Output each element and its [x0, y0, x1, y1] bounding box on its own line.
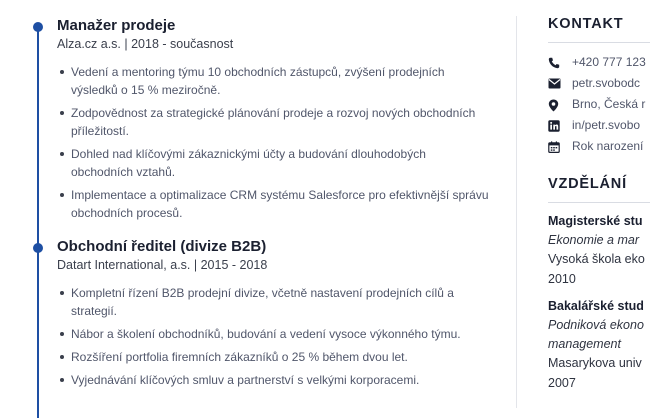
job-company-dates: Alza.cz a.s. | 2018 - současnost	[57, 37, 234, 51]
contact-linkedin-text: in/petr.svobo	[572, 118, 641, 132]
education-section	[548, 176, 650, 390]
map-pin-icon	[548, 99, 559, 112]
contact-phone-text: +420 777 123	[572, 55, 646, 69]
education-school: Masarykova univ	[548, 356, 642, 370]
contact-email-text: petr.svobodc	[572, 76, 641, 90]
job-bullet: Nábor a školení obchodníků, budování a vedení vysoce výkonného týmu.	[71, 325, 491, 343]
job-title: Manažer prodeje	[57, 17, 176, 34]
timeline-dot	[33, 243, 43, 253]
contact-heading: KONTAKT	[548, 16, 624, 32]
job-bullet: Implementace a optimalizace CRM systému Salesforce pro efektivnější správu obchodních procesů.	[71, 186, 491, 222]
job-bullets	[71, 284, 491, 394]
job-bullet: Rozšíření portfolia firemních zákazníků o 25 % během dvou let.	[71, 348, 491, 366]
job-bullet: Vedení a mentoring týmu 10 obchodních zástupců, zvýšení prodejních výsledků o 15 % meziročně.	[71, 63, 491, 99]
timeline-line	[37, 28, 39, 418]
contact-location-text: Brno, Česká r	[572, 97, 646, 111]
timeline-dot	[33, 22, 43, 32]
job-title: Obchodní ředitel (divize B2B)	[57, 238, 267, 255]
column-divider	[516, 16, 517, 408]
job-company-dates: Datart International, a.s. | 2015 - 2018	[57, 258, 268, 272]
education-year: 2010	[548, 272, 576, 286]
education-field-continued: management	[548, 337, 621, 351]
linkedin-icon	[548, 120, 560, 132]
education-heading: VZDĚLÁNÍ	[548, 176, 627, 192]
contact-birthday-text: Rok narození	[572, 139, 644, 153]
job-bullet: Zodpovědnost za strategické plánování prodeje a rozvoj nových obchodních příležitostí.	[71, 104, 491, 140]
education-school: Vysoká škola eko	[548, 252, 645, 266]
education-degree: Magisterské stu	[548, 214, 643, 228]
phone-icon	[548, 57, 560, 69]
education-year: 2007	[548, 376, 576, 390]
education-field: Ekonomie a mar	[548, 233, 640, 247]
heading-rule	[548, 42, 650, 43]
heading-rule	[548, 202, 650, 203]
job-bullets	[71, 63, 491, 227]
calendar-icon	[548, 141, 560, 153]
job-bullet: Vyjednávání klíčových smluv a partnerství s velkými korporacemi.	[71, 371, 491, 389]
education-field: Podniková ekono	[548, 318, 644, 332]
job-bullet: Dohled nad klíčovými zákaznickými účty a budování dlouhodobých obchodních vztahů.	[71, 145, 491, 181]
education-degree: Bakalářské stud	[548, 299, 644, 313]
contact-section	[548, 16, 650, 153]
envelope-icon	[548, 78, 561, 89]
job-bullet: Kompletní řízení B2B prodejní divize, včetně nastavení prodejních cílů a strategií.	[71, 284, 491, 320]
